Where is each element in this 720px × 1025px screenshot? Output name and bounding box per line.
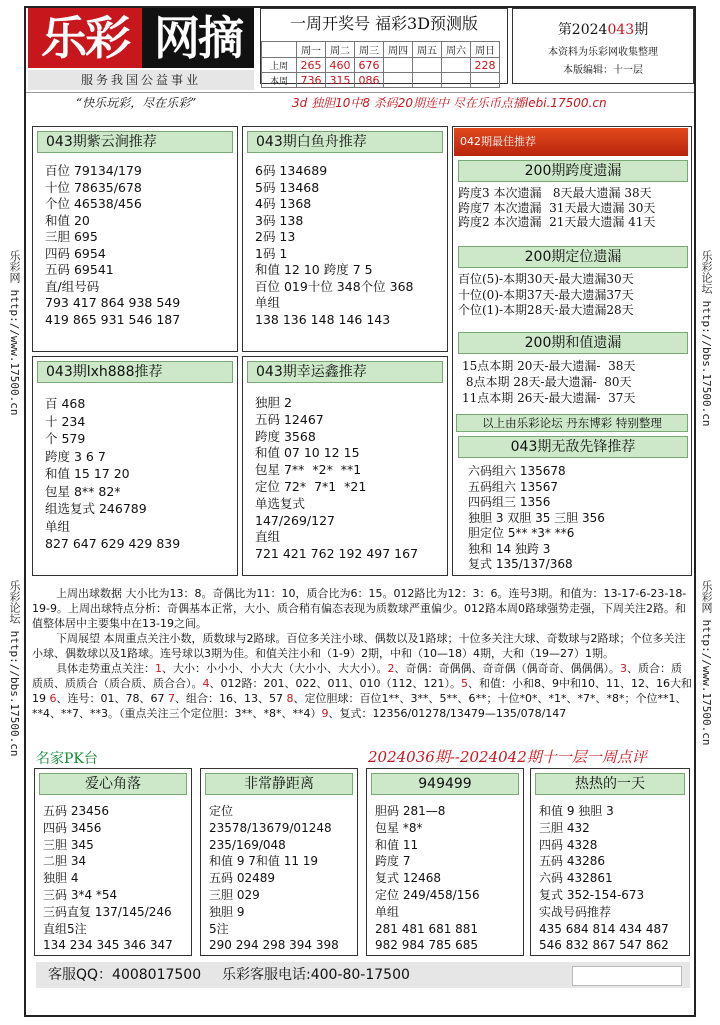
sum-miss-title: 200期和值遗漏 (458, 332, 688, 354)
last-week-cell: 265 (297, 58, 326, 73)
day-header: 周四 (384, 42, 413, 58)
wudi-title: 043期无敌先锋推荐 (458, 436, 688, 458)
slogan-banner (26, 92, 694, 113)
last-week-cell: 460 (326, 58, 355, 73)
sum-note: 以上由乐彩论坛 丹东博彩 特别整理 (456, 414, 688, 432)
box-title: 043期lxh888推荐 (37, 361, 233, 383)
box-title: 热热的一天 (535, 773, 685, 795)
row-label-last: 上周 (262, 58, 297, 73)
issue-number: 第2024043期 (557, 22, 649, 38)
box-949499 (366, 768, 524, 956)
this-week-cell (384, 73, 413, 88)
week-results (260, 8, 508, 87)
box-ziyunjian (32, 126, 238, 352)
analysis-outlook: 下周展望 本周重点关注小数，质数球与2路球。百位多关注小球、偶数以及1路球；十位多关注大球、奇数球与2路球；个位多关注小球、偶数球以及1路球。连号球以3期为佳。和值关注小和（1-9）2期，中和（10—18）4期，大和（19—27）1期。 (32, 632, 686, 660)
box-title: 非常静距离 (205, 773, 353, 795)
box-lxh888 (32, 356, 238, 576)
last-week-cell (413, 58, 442, 73)
box-content: 和值 9 独胆 3 三胆 432 四码 4328 五码 43286 六码 432861 复式 352-154-673 实战号码推荐 435 684 814 434 487 546 832 867 547 862 (539, 804, 669, 953)
issue-source: 本资料为乐彩网收集整理 (548, 47, 658, 58)
this-week-cell (442, 73, 471, 88)
side-left-top: 乐彩网 http://www.17500.cn (8, 250, 21, 416)
footer-qq: 客服QQ：4008017500 (48, 967, 202, 983)
last-week-cell: 228 (471, 58, 500, 73)
footer-phone: 乐彩客服电话:400-80-17500 (222, 967, 410, 983)
box-content: 独胆 2 五码 12467 跨度 3568 和值 07 10 12 15 包星 7** *2* **1 定位 72* 7*1 *21 单选复式 147/269/127 直组 721 421 762 192 497 167 (255, 395, 419, 562)
day-header: 周六 (442, 42, 471, 58)
box-content: 百 468 十 234 个 579 跨度 3 6 7 和值 15 17 20 包星 8** 82* 组选复式 246789 单组 827 647 629 429 839 (45, 396, 181, 551)
slogan-quote: “快乐玩彩，尽在乐彩” (76, 96, 197, 110)
slogan-ad[interactable]: 3d 独胆10中8 杀码20期连中 尽在乐币点播lebi.17500.cn (292, 96, 607, 110)
box-content: 6码 134689 5码 13468 4码 1368 3码 138 2码 13 1码 1 和值 12 10 跨度 7 5 百位 019十位 348个位 368 单组 138 136 148 146 143 (255, 163, 414, 327)
box-feichang (200, 768, 358, 956)
this-week-cell (471, 73, 500, 88)
footer (36, 962, 690, 988)
week-table (261, 41, 500, 88)
box-content: 五码 23456 四码 3456 三胆 345 二胆 34 独胆 4 三码 3*4 *54 三码直复 137/145/246 直组5注 134 234 345 346 347 (43, 804, 173, 953)
day-header: 周二 (326, 42, 355, 58)
position-miss-title: 200期定位遗漏 (458, 246, 688, 268)
box-title: 949499 (371, 773, 519, 795)
day-header: 周日 (471, 42, 500, 58)
box-title: 043期幸运鑫推荐 (247, 361, 443, 383)
this-week-cell: 086 (355, 73, 384, 88)
pk-label: 名家PK台 (36, 751, 98, 767)
box-content: 定位 23578/13679/01248 235/169/048 和值 9 7和值 11 19 五码 02489 三胆 029 独胆 9 5注 290 294 298 394 398 (209, 804, 339, 953)
box-xingyunxin (242, 356, 448, 576)
this-week-cell: 736 (297, 73, 326, 88)
this-week-cell (413, 73, 442, 88)
side-right-top: 乐彩论坛 http://bbs.17500.cn (700, 250, 713, 427)
box-title: 爱心角落 (39, 773, 187, 795)
side-left-bottom: 乐彩论坛 http://bbs.17500.cn (8, 580, 21, 757)
day-header: 周五 (413, 42, 442, 58)
span-miss-lines: 跨度3 本次遗漏 8天最大遗漏 38天 跨度7 本次遗漏 31天最大遗漏 30天 跨度2 本次遗漏 21天最大遗漏 41天 (458, 186, 656, 229)
wudi-lines: 六码组六 135678 五码组六 13567 四码组三 1356 独胆 3 双胆 35 三胆 356 胆定位 5** *3* **6 独和 14 独跨 3 复式 135/137/368 (468, 464, 605, 571)
sum-miss-lines: 15点本期 20天-最大遗漏- 38天 8点本期 28天-最大遗漏- 80天 11点本期 26天-最大遗漏- 37天 (462, 359, 636, 405)
analysis-focus: 具体走势重点关注：1、大小：小小小、小大大（大小小、大大小）。2、奇偶：奇偶偶、奇奇偶（偶奇奇、偶偶偶）。3、质合：质质质、质质合（质合质、质合合）。4、012路：201、022、011、010（112、121）。5、和值：小和8、9中和10、11、12、16大和19 6、连号：01、78、67 7、组合：16、13、57 8、定位胆球：百位1**、3**、5**、6**；十位*0*、*1*、*7*、*8*；个位**1、**4、**7、**3。（重点关注三个定位胆：3**、*8*、**4）9、复式：12356/01278/13479—135/078/147 (32, 662, 692, 720)
box-baiyuzhou (242, 126, 448, 352)
issue-info (512, 8, 694, 84)
day-header: 周三 (355, 42, 384, 58)
logo-black: 网摘 (142, 8, 254, 68)
motto: 服务我国公益事业 (28, 70, 254, 90)
span-miss-title: 200期跨度遗漏 (458, 160, 688, 182)
this-week-cell: 315 (326, 73, 355, 88)
last-week-cell (442, 58, 471, 73)
footer-blank-box (572, 966, 682, 986)
day-header: 周一 (297, 42, 326, 58)
box-title: 043期白鱼舟推荐 (247, 131, 443, 153)
box-aixin (34, 768, 192, 956)
analysis-last-week: 上周出球数据 大小比为13：8。奇偶比为11：10，质合比为6：15。012路比为12：3：6。连号3期。和值为：13-17-6-23-18-19-9。上周出球特点分析：奇偶基本正常，大小、质合稍有偏态表现为质数球严重偏少。012路本周0路球强势走强，下周关注2路。和值整体居中主要集中在13-19之间。 (32, 587, 687, 630)
last-week-cell (384, 58, 413, 73)
issue-editor: 本版编辑：十一层 (563, 65, 643, 76)
analysis-text (32, 586, 692, 721)
box-title: 043期紫云涧推荐 (37, 131, 233, 153)
row-label-this: 本周 (262, 73, 297, 88)
box-content: 胆码 281—8 包星 *8* 和值 11 跨度 7 复式 12468 定位 249/458/156 单组 281 481 681 881 982 984 785 685 (375, 804, 480, 953)
week-title: 一周开奖号 福彩3D预测版 (289, 14, 479, 33)
last-week-cell: 676 (355, 58, 384, 73)
weekly-review: 2024036期--2024042期十一层一周点评 (368, 748, 647, 766)
box-rere (530, 768, 690, 956)
best-recommend-header: 042期最佳推荐 (454, 128, 688, 156)
logo (28, 8, 254, 68)
logo-red: 乐彩 (41, 11, 129, 65)
side-right-bottom: 乐彩网 http://www.17500.cn (700, 580, 713, 746)
box-content: 百位 79134/179 十位 78635/678 个位 46538/456 和值 20 三胆 695 四码 6954 五码 69541 直/组号码 793 417 864 938 549 419 865 931 546 187 (45, 163, 181, 327)
position-miss-lines: 百位(5)-本期30天-最大遗漏30天 十位(0)-本期37天-最大遗漏37天 个位(1)-本期28天-最大遗漏28天 (458, 272, 634, 317)
